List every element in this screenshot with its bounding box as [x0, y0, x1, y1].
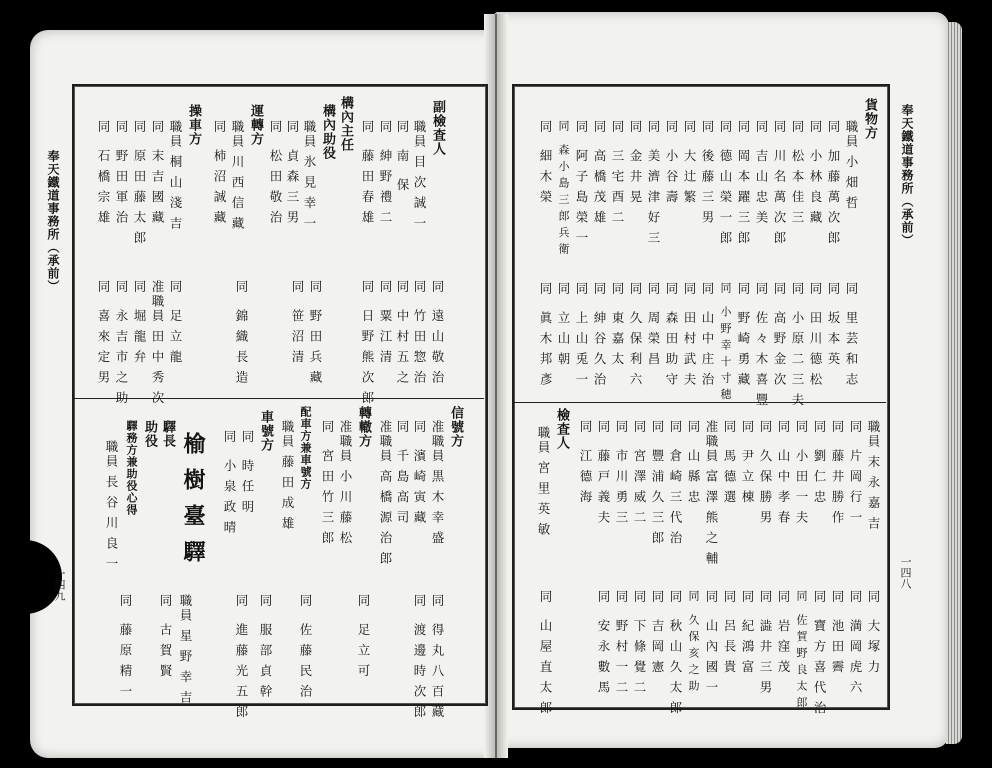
- left-section-divider: [74, 398, 484, 399]
- name-column: 同 小 田 一 夫: [794, 420, 809, 525]
- running-head-right: 奉天鐵道事務所（承前）: [900, 104, 914, 247]
- name-column: 同 吉 山 忠 美: [754, 120, 769, 225]
- name-column: 同 高 野 金 次: [772, 282, 787, 387]
- name-column: 同 周 榮 昌: [646, 282, 661, 367]
- name-column: 同 德 山 榮 一 郎: [718, 120, 733, 246]
- name-column: 同 進 藤 光 五 郎: [234, 594, 249, 720]
- name-column: 構內主任: [338, 96, 353, 152]
- name-column: 同 下 條 覺 二: [632, 590, 647, 695]
- name-column: 同 遠 山 敬 治: [430, 280, 445, 385]
- name-column: 職員 氷 見 幸 一: [302, 120, 317, 231]
- name-column: 同 松 本 佳 三: [790, 120, 805, 225]
- name-column: 同 小 野 幸 十 寸 穂: [719, 282, 732, 401]
- name-column: 同 金 井 晃: [628, 120, 643, 205]
- name-column: 同 得 丸 八 百 藏: [430, 594, 445, 720]
- name-column: 職員 藤 田 成 雄: [280, 420, 295, 531]
- name-column: 同 山 內 國 一: [704, 590, 719, 695]
- name-column: 同 阿 子 島 榮 一: [574, 120, 589, 246]
- name-column: 同 久 保 亥 之 助: [687, 590, 700, 692]
- name-column: 同 呂 長 貴: [722, 590, 737, 675]
- name-column: 職員 川 西 信 藏: [230, 120, 245, 231]
- name-column: 同 山 中 孝 春: [776, 420, 791, 525]
- name-column: 檢査人: [554, 408, 569, 450]
- name-column: 同 服 部 貞 幹: [258, 594, 273, 699]
- name-column: 准職員 黒 木 幸 盛: [430, 420, 445, 546]
- name-column: 同 野 崎 勇 藏: [736, 282, 751, 387]
- name-column: 同 足 立 可: [356, 594, 371, 679]
- name-column: 車號方: [258, 410, 273, 452]
- name-column: 同 野 村 一 二: [614, 590, 629, 695]
- name-column: 同 片 岡 行 一: [848, 420, 863, 525]
- name-column: 同 佐 賀 野 良 太 郎: [795, 590, 808, 709]
- name-column: 職員 星 野 幸 吉: [178, 594, 193, 705]
- name-column: 同 時 任 明: [240, 430, 255, 515]
- name-column: 同 安 永 數 馬: [596, 590, 611, 695]
- name-column: 同 藤 田 春 雄: [360, 120, 375, 225]
- name-column: 同 柿 沼 誠 藏: [212, 120, 227, 225]
- name-column: 同 市 川 勇 三: [614, 420, 629, 525]
- name-column: 同 吉 岡 憲: [650, 590, 665, 675]
- page-edge-stack: [946, 22, 962, 744]
- name-column: 同 秋 山 久 太 郎: [668, 590, 683, 716]
- name-column: 轉轍方: [356, 406, 371, 448]
- name-column: 同 坂 本 英: [826, 282, 841, 367]
- name-column: 同 粟 江 清: [378, 280, 393, 365]
- name-column: 同 馬 德 選: [722, 420, 737, 505]
- name-column: 同 加 藤 萬 次 郎: [826, 120, 841, 246]
- name-column: 同 錦 織 長 造: [234, 280, 249, 385]
- name-column: 職員 末 永 嘉 吉: [866, 420, 881, 531]
- name-column: 同 末 吉 國 藏: [150, 120, 165, 225]
- name-column: 同 小 泉 政 晴: [222, 430, 237, 535]
- name-column: 同 宮 田 竹 三 郎: [320, 420, 335, 546]
- name-column: 同 藤 戸 義 夫: [596, 420, 611, 525]
- name-column: 同 古 賀 賢: [158, 594, 173, 679]
- name-column: 同 小 林 良 藏: [808, 120, 823, 225]
- name-column: 操車方: [186, 104, 201, 146]
- name-column: 同 松 田 敬 治: [268, 120, 283, 225]
- name-column: 信號方: [448, 406, 463, 448]
- name-column: 職員 長 谷 川 良 一: [104, 440, 119, 572]
- name-column: 同 森 田 助 守: [664, 282, 679, 387]
- name-column: 同 佐 々 木 喜 豐: [754, 282, 769, 408]
- name-column: 同 小 原 二 三 夫: [790, 282, 805, 408]
- name-column: 同 里 芸 和 志: [844, 282, 859, 387]
- name-column: 同 竹 田 惣 治: [412, 280, 427, 385]
- name-column: 同 喜 來 定 男: [96, 280, 111, 385]
- name-column: 同 澁 井 三 男: [758, 590, 773, 695]
- name-column: 同 上 山 兎 一: [574, 282, 589, 387]
- name-column: 同 江 德 海: [578, 420, 593, 505]
- name-column: 同 南 保: [395, 120, 410, 193]
- right-section-divider: [514, 402, 886, 403]
- running-head-left: 奉天鐵道事務所（承前）: [46, 150, 60, 293]
- name-column: 同 山 縣 忠: [686, 420, 701, 505]
- name-column: 職員 目 次 誠 一: [412, 120, 427, 231]
- name-column: 同 倉 崎 三 代 治: [668, 420, 683, 546]
- name-column: 同 足 立 龍: [168, 280, 183, 365]
- name-column: 同 小 谷 壽: [664, 120, 679, 205]
- name-column: 同 藤 井 勝 作: [830, 420, 845, 525]
- name-column: 同 宮 澤 威 二: [632, 420, 647, 525]
- name-column: 同 石 橋 宗 雄: [96, 120, 111, 225]
- name-column: 同 三 宅 酉 二: [610, 120, 625, 225]
- name-column: 准職員 小 川 藤 松: [338, 420, 353, 546]
- name-column: 同 山 中 庄 治: [700, 282, 715, 387]
- name-column: 同 佐 藤 民 治: [298, 594, 313, 699]
- name-column: 同 池 田 霽: [830, 590, 845, 675]
- name-column: 同 堀 龍 弁: [132, 280, 147, 365]
- name-column: 同 永 吉 市 之 助: [114, 280, 129, 406]
- name-column: 同 東 嘉 太: [610, 282, 625, 367]
- name-column: 職員 桐 山 淺 吉: [168, 120, 183, 231]
- name-column: 同 寶 方 喜 代 治: [812, 590, 827, 716]
- name-column: 助役: [142, 420, 157, 448]
- name-column: 同 尹 立 棟: [740, 420, 755, 505]
- name-column: 職員 小 畑 哲: [844, 120, 859, 211]
- station-heading: 榆樹臺驛: [180, 432, 206, 576]
- page-number-right: 一四八: [899, 556, 912, 589]
- name-column: 運轉方: [248, 104, 263, 146]
- name-column: 同 野 田 軍 治: [114, 120, 129, 225]
- name-column: 同 貞 森 三 男: [285, 120, 300, 225]
- name-column: 同 渡 邊 時 次 郎: [412, 594, 427, 720]
- name-column: 貨物方: [862, 98, 877, 140]
- name-column: 同 岩 窪 茂: [776, 590, 791, 675]
- name-column: 同 日 野 熊 次 郎: [360, 280, 375, 406]
- name-column: 同 紳 野 禮 二: [378, 120, 393, 225]
- name-column: 同 田 川 德 松: [808, 282, 823, 387]
- name-column: 同 久 保 勝 男: [758, 420, 773, 525]
- name-column: 同 立 山 朝: [556, 282, 571, 367]
- name-column: 同 中 村 五 之: [395, 280, 410, 385]
- page-number-left: 一四九: [53, 568, 66, 601]
- name-column: 同 田 村 武 夫: [682, 282, 697, 387]
- name-column: 同 美 濟 津 好 三: [646, 120, 661, 246]
- name-column: 同 山 屋 直 太 郎: [538, 590, 553, 716]
- name-column: 同 大 辻 繁: [682, 120, 697, 205]
- name-column: 同 満 岡 虎 六: [848, 590, 863, 695]
- name-column: 同 濱 崎 寅 藏: [412, 420, 427, 525]
- name-column: 構內助役: [320, 104, 335, 160]
- name-column: 同 野 田 兵 藏: [308, 280, 323, 385]
- name-column: 同 細 木 榮: [538, 120, 553, 205]
- name-column: 同 森 小 島 三 郎 兵 衛: [557, 120, 570, 255]
- name-column: 准職員 田 中 秀 次: [150, 280, 165, 406]
- name-column: 同 豐 浦 久 三 郎: [650, 420, 665, 546]
- name-column: 配車方兼車號方: [299, 406, 312, 490]
- name-column: 同 紀 鴻 富: [740, 590, 755, 675]
- name-column: 同 千 島 高 司: [395, 420, 410, 525]
- name-column: 同 久 保 利 六: [628, 282, 643, 387]
- name-column: 同 高 橋 茂 雄: [592, 120, 607, 225]
- name-column: 同 岡 本 躍 三 郎: [736, 120, 751, 246]
- name-column: 同 川 名 萬 次 郎: [772, 120, 787, 246]
- name-column: 同 紳 谷 久 治: [592, 282, 607, 387]
- name-column: 同 笹 沼 清: [290, 280, 305, 365]
- name-column: 副檢査人: [430, 100, 445, 156]
- name-column: 同 劉 仁 忠: [812, 420, 827, 505]
- name-column: 同 眞 木 邦 彥: [538, 282, 553, 387]
- name-column: 同 原 田 藤 太 郎: [132, 120, 147, 246]
- name-column: 驛務方兼助役心得: [125, 420, 138, 516]
- name-column: 職員 宮 里 英 敏: [536, 426, 551, 537]
- name-column: 准職員 富 澤 熊 之 輔: [704, 420, 719, 566]
- name-column: 同 藤 原 精 一: [118, 594, 133, 699]
- name-column: 同 大 塚 力: [866, 590, 881, 675]
- name-column: 准職員 高 橋 源 治 郎: [378, 420, 393, 566]
- name-column: 同 後 藤 三 男: [700, 120, 715, 225]
- name-column: 驛長: [160, 420, 175, 448]
